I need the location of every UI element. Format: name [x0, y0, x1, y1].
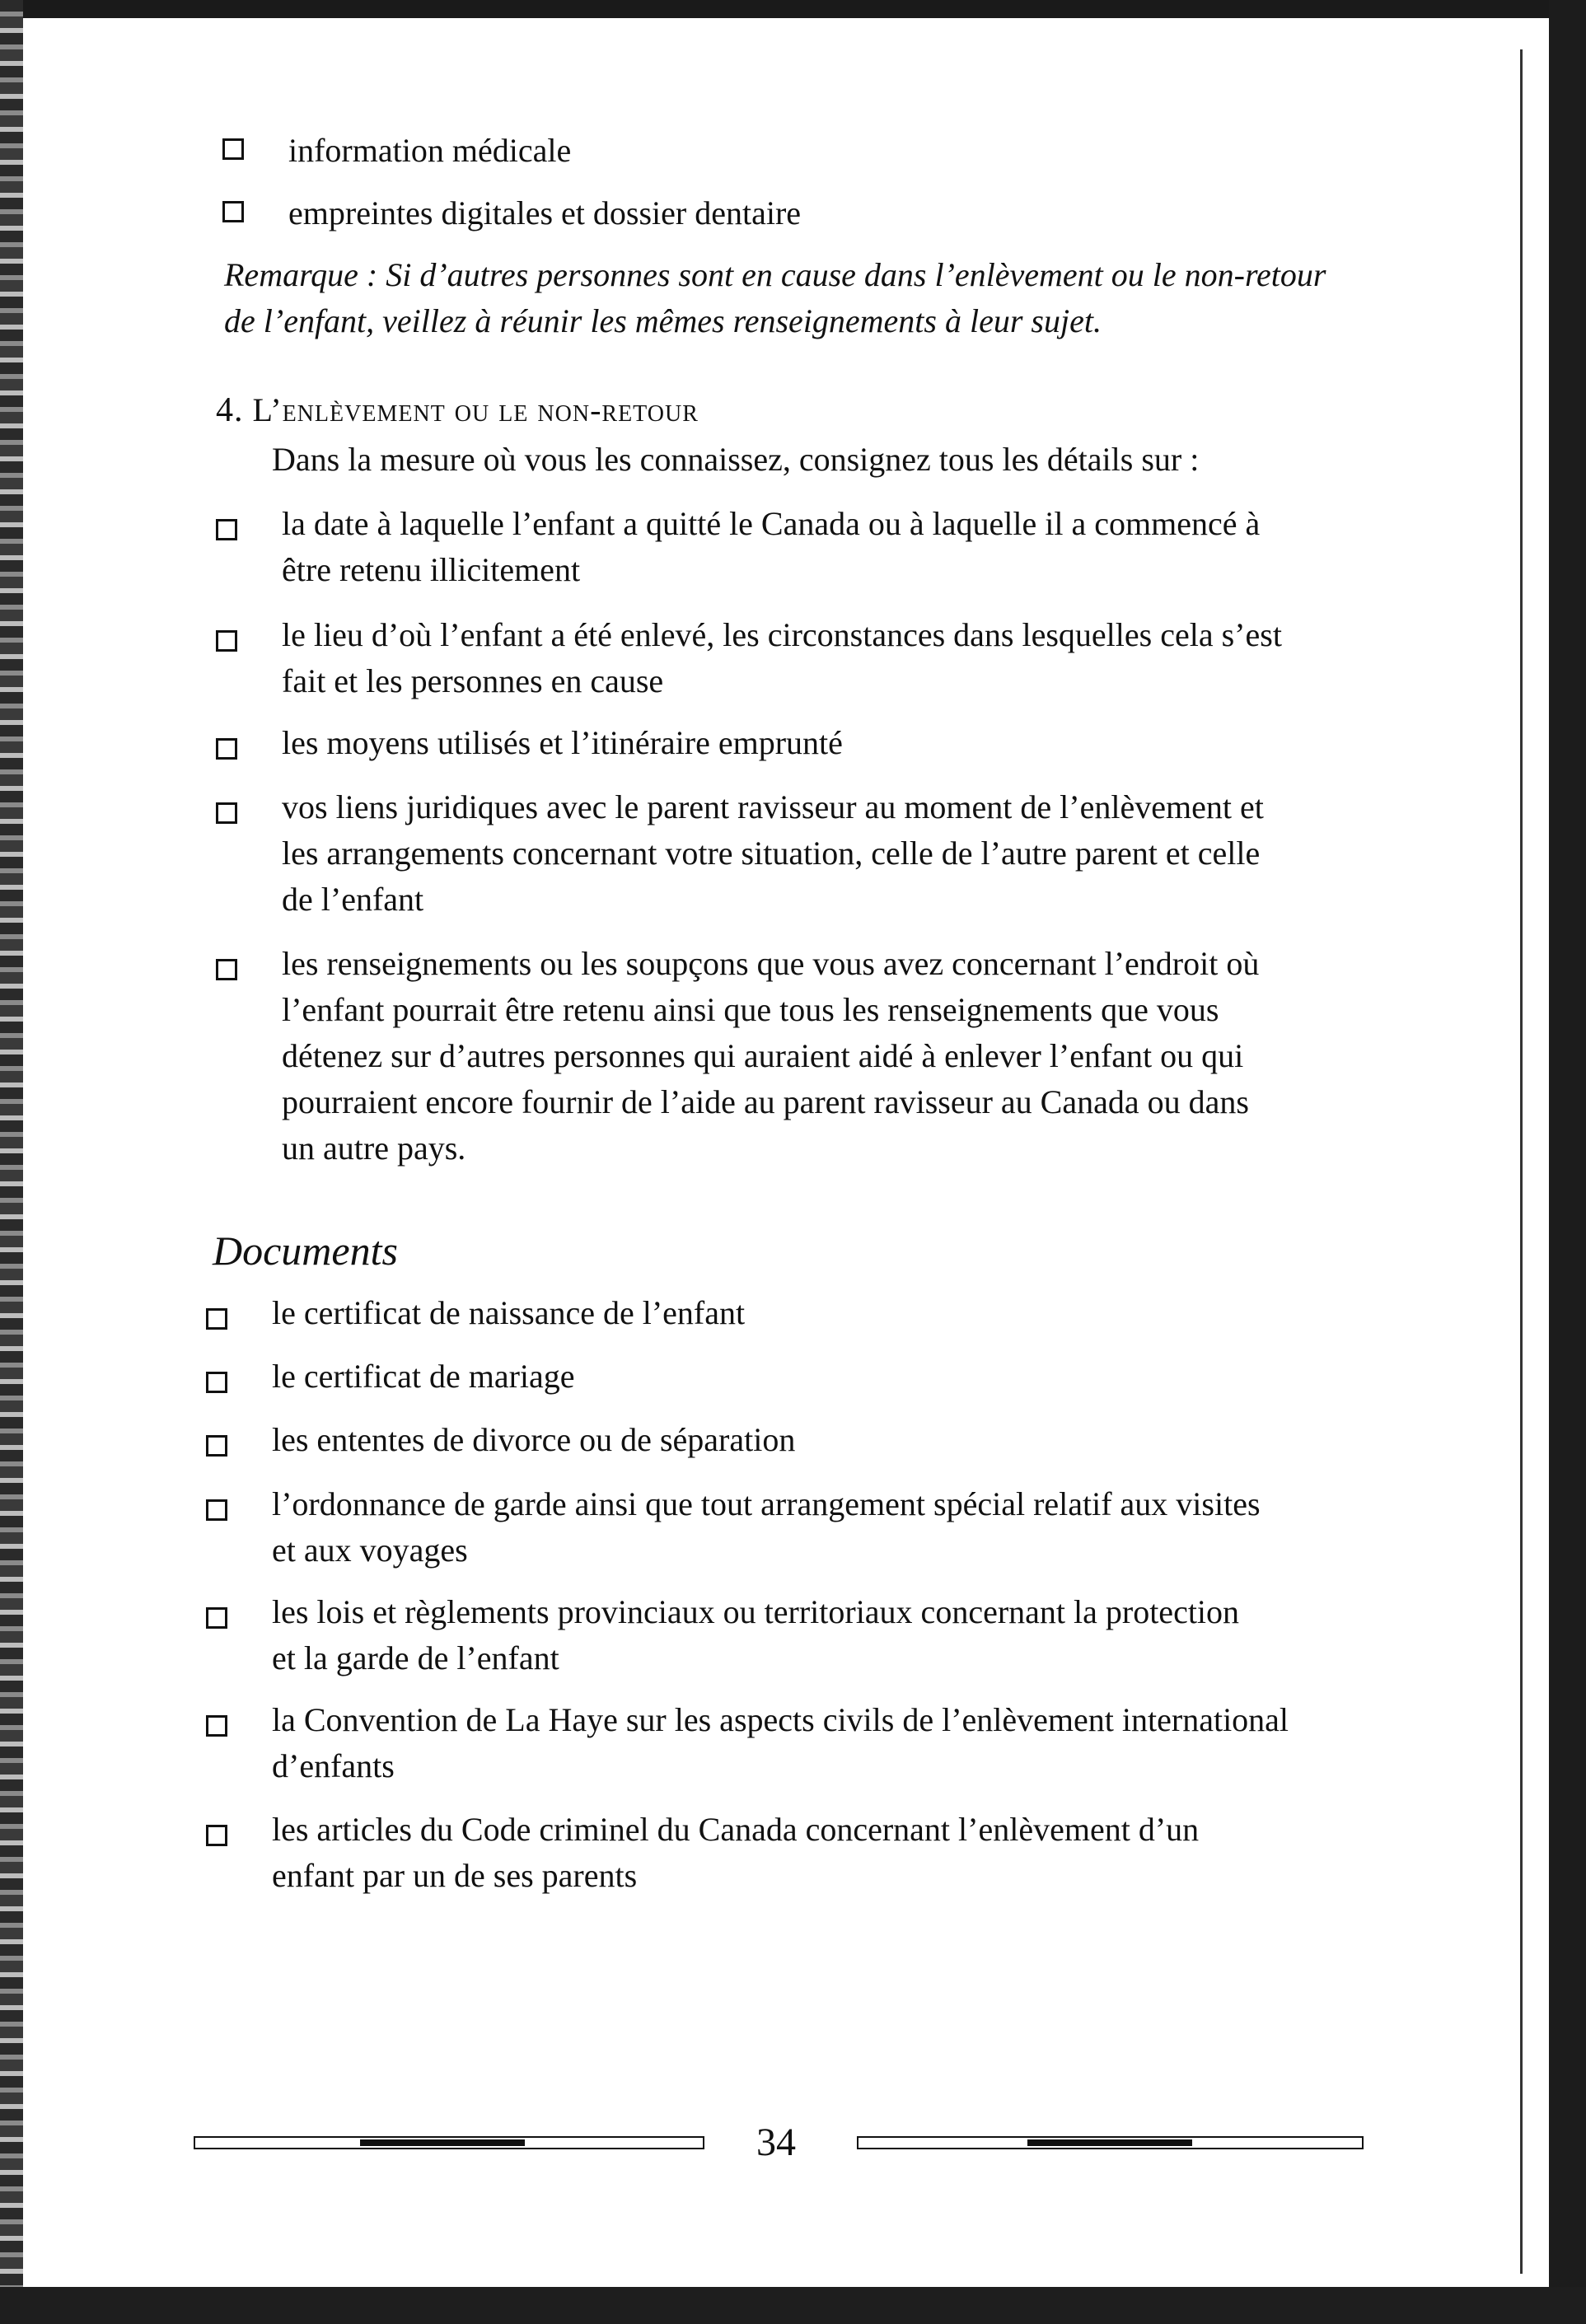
checklist-item-line: fait et les personnes en cause	[282, 662, 664, 699]
checklist-item-line: de l’enfant	[282, 881, 424, 918]
checklist-item-line: et aux voyages	[272, 1531, 468, 1569]
checkbox[interactable]	[216, 630, 237, 652]
footer-ornament-left	[194, 2136, 704, 2149]
checklist-item-line: la Convention de La Haye sur les aspects civils de l’enlèvement international	[272, 1701, 1289, 1738]
section-heading	[216, 387, 699, 433]
checkbox[interactable]	[222, 201, 244, 222]
checkbox[interactable]	[206, 1372, 227, 1393]
section-title: L’enlèvement ou le non-retour	[252, 391, 699, 428]
checklist-item-line: être retenu illicitement	[282, 551, 581, 588]
checklist-item-line: pourraient encore fournir de l’aide au parent ravisseur au Canada ou dans	[282, 1083, 1249, 1120]
remark-note	[224, 252, 1361, 344]
checkbox[interactable]	[206, 1308, 227, 1330]
scan-edge-top	[0, 0, 1586, 18]
checklist-item-line: les renseignements ou les soupçons que vous avez concernant l’endroit où	[282, 945, 1260, 982]
checklist-item-line: le certificat de mariage	[272, 1358, 575, 1395]
checklist-item-line: la date à laquelle l’enfant a quitté le Canada ou à laquelle il a commencé à	[282, 505, 1261, 542]
checklist-item-line: les lois et règlements provinciaux ou territoriaux concernant la protection	[272, 1593, 1240, 1630]
checklist-item-line: les moyens utilisés et l’itinéraire emprunté	[282, 724, 843, 761]
checklist-item-line: les arrangements concernant votre situation, celle de l’autre parent et celle	[282, 835, 1261, 872]
checkbox[interactable]	[216, 802, 237, 824]
section-intro: Dans la mesure où vous les connaissez, consignez tous les détails sur :	[272, 441, 1200, 478]
footer-ornament-right	[857, 2136, 1364, 2149]
checkbox[interactable]	[216, 959, 237, 980]
remark-line: de l’enfant, veillez à réunir les mêmes renseignements à leur sujet.	[224, 302, 1102, 339]
checklist-item-line: l’enfant pourrait être retenu ainsi que tous les renseignements que vous	[282, 991, 1219, 1028]
section-number: 4.	[216, 391, 244, 429]
checklist-item-line: le certificat de naissance de l’enfant	[272, 1294, 746, 1331]
scan-edge-right	[1549, 0, 1586, 2324]
page-number: 34	[756, 2121, 796, 2164]
checklist-item-line: l’ordonnance de garde ainsi que tout arrangement spécial relatif aux visites	[272, 1485, 1261, 1522]
checkbox[interactable]	[206, 1607, 227, 1629]
documents-heading: Documents	[213, 1227, 398, 1274]
checkbox[interactable]	[206, 1715, 227, 1737]
page-right-rule	[1520, 49, 1523, 2274]
scan-edge-left	[0, 0, 23, 2324]
checklist-item-label: empreintes digitales et dossier dentaire	[288, 194, 802, 231]
checkbox[interactable]	[206, 1825, 227, 1846]
checklist-item-line: détenez sur d’autres personnes qui auraient aidé à enlever l’enfant ou qui	[282, 1037, 1244, 1074]
checkbox[interactable]	[216, 519, 237, 540]
checklist-item-line: et la garde de l’enfant	[272, 1639, 559, 1676]
checkbox[interactable]	[216, 738, 237, 760]
checklist-item-line: enfant par un de ses parents	[272, 1857, 638, 1894]
checklist-item-line: d’enfants	[272, 1747, 395, 1784]
checklist-item-label: information médicale	[288, 132, 572, 169]
checklist-item-line: le lieu d’où l’enfant a été enlevé, les circonstances dans lesquelles cela s’est	[282, 616, 1282, 653]
checklist-item-line: les articles du Code criminel du Canada concernant l’enlèvement d’un	[272, 1811, 1200, 1848]
checkbox[interactable]	[206, 1499, 227, 1521]
checklist-item-line: un autre pays.	[282, 1129, 466, 1167]
checklist-item-line: vos liens juridiques avec le parent ravisseur au moment de l’enlèvement et	[282, 788, 1264, 825]
checklist-item-line: les ententes de divorce ou de séparation	[272, 1421, 796, 1458]
checkbox[interactable]	[222, 138, 244, 160]
checkbox[interactable]	[206, 1435, 227, 1457]
remark-line: Remarque : Si d’autres personnes sont en cause dans l’enlèvement ou le non-retour	[224, 256, 1326, 293]
scan-edge-bottom	[0, 2287, 1586, 2324]
